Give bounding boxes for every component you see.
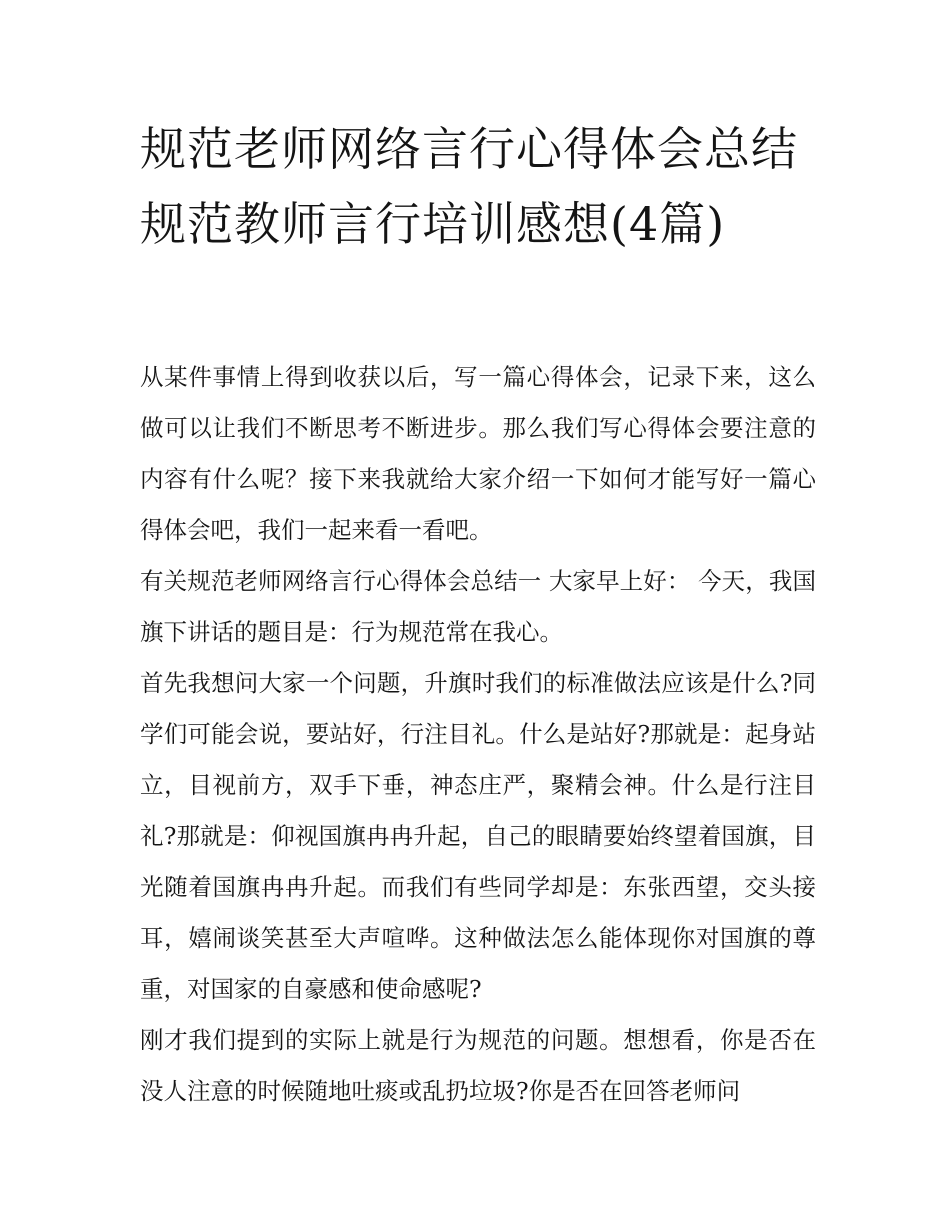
paragraph-behavior-norms: 刚才我们提到的实际上就是行为规范的问题。想想看，你是否在没人注意的时候随地吐痰或乱扔垃圾?你是否在回答老师问 (140, 1026, 816, 1105)
document-title: 规范老师网络言行心得体会总结 规范教师言行培训感想(4篇) (140, 122, 798, 251)
document-body (140, 352, 816, 1117)
paragraph-flag-etiquette: 首先我想问大家一个问题，升旗时我们的标准做法应该是什么?同学们可能会说，要站好，行注目礼。什么是站好?那就是：起身站立，目视前方，双手下垂，神态庄严，聚精会神。什么是行注目礼?那就是：仰视国旗冉冉升起，自己的眼睛要始终望着国旗，目光随着国旗冉冉升起。而我们有些同学却是：东张西望，交头接耳，嬉闹谈笑甚至大声喧哗。这种做法怎么能体现你对国旗的尊重，对国家的自豪感和使命感呢? (140, 669, 816, 1003)
paragraph-greeting: 有关规范老师网络言行心得体会总结一 大家早上好： 今天，我国旗下讲话的题目是：行为规范常在我心。 (140, 567, 816, 646)
paragraph-intro: 从某件事情上得到收获以后，写一篇心得体会，记录下来，这么做可以让我们不断思考不断进步。那么我们写心得体会要注意的内容有什么呢？接下来我就给大家介绍一下如何才能写好一篇心得体会吧，我们一起来看一看吧。 (140, 363, 816, 544)
